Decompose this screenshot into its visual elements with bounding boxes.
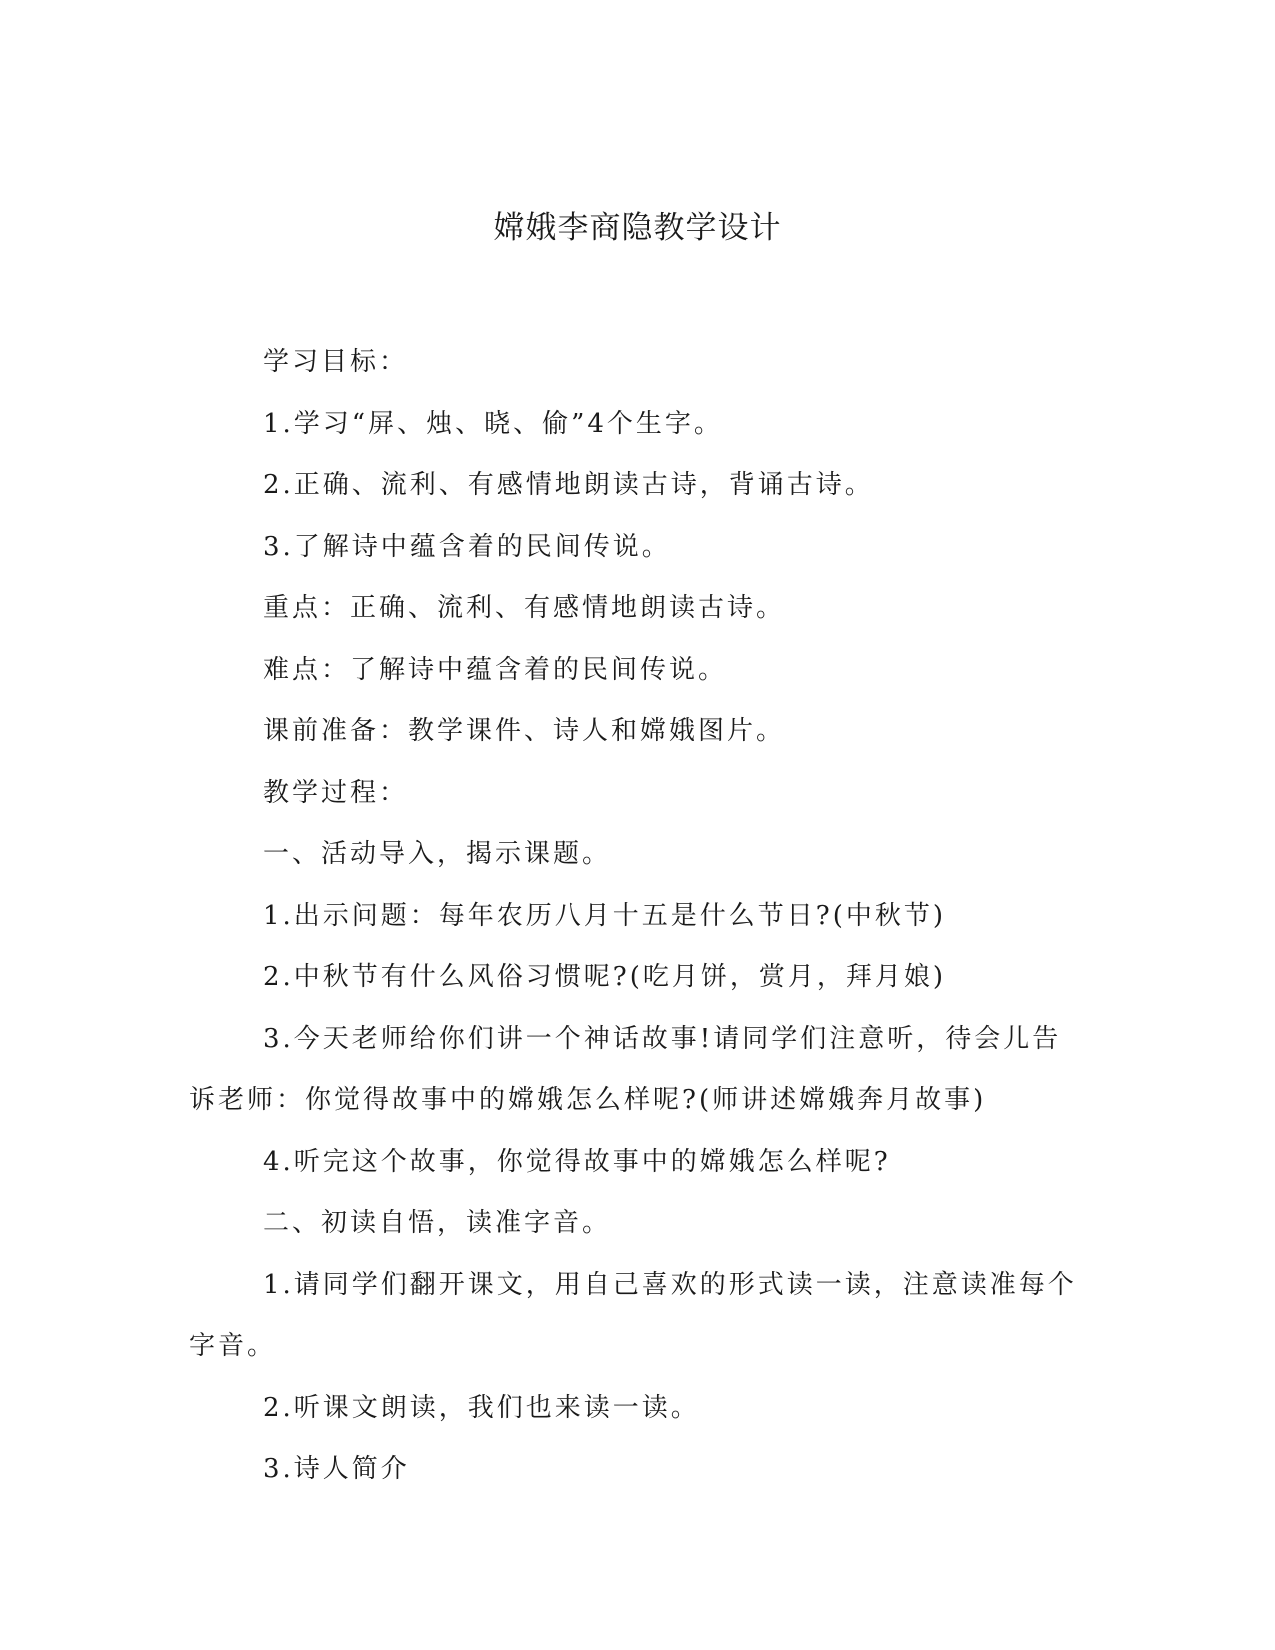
paragraph-goal-1: 1.学习“屏、烛、晓、偷”4个生字。 — [263, 408, 723, 439]
paragraph-step-2-2: 2.听课文朗读，我们也来读一读。 — [263, 1392, 700, 1423]
document-title: 嫦娥李商隐教学设计 — [493, 210, 782, 246]
paragraph-step-1-2: 2.中秋节有什么风俗习惯呢?(吃月饼，赏月，拜月娘) — [263, 962, 947, 992]
paragraph-key-point: 重点：正确、流利、有感情地朗读古诗。 — [263, 593, 786, 623]
paragraph-goal-2: 2.正确、流利、有感情地朗读古诗，背诵古诗。 — [263, 470, 874, 500]
paragraph-section-2: 二、初读自悟，读准字音。 — [263, 1208, 612, 1238]
paragraph-step-2-3: 3.诗人简介 — [263, 1454, 410, 1484]
document-body — [189, 332, 1079, 1501]
paragraph-step-1-1: 1.出示问题：每年农历八月十五是什么节日?(中秋节) — [263, 900, 947, 931]
paragraph-goal-3: 3.了解诗中蕴含着的民间传说。 — [263, 531, 671, 562]
paragraph-process-heading: 教学过程： — [263, 777, 409, 808]
paragraph-learning-goals: 学习目标： — [263, 347, 409, 377]
paragraph-step-1-4: 4.听完这个故事，你觉得故事中的嫦娥怎么样呢? — [263, 1146, 891, 1177]
paragraph-difficulty: 难点：了解诗中蕴含着的民间传说。 — [263, 654, 728, 685]
paragraph-preparation: 课前准备：教学课件、诗人和嫦娥图片。 — [263, 716, 786, 746]
paragraph-step-1-3: 3.今天老师给你们讲一个神话故事!请同学们注意听，待会儿告诉老师：你觉得故事中的嫦娥怎么样呢?(师讲述嫦娥奔月故事) — [189, 1023, 1062, 1115]
paragraph-step-2-1: 1.请同学们翻开课文，用自己喜欢的形式读一读，注意读准每个字音。 — [189, 1269, 1077, 1361]
paragraph-section-1: 一、活动导入，揭示课题。 — [263, 839, 612, 869]
